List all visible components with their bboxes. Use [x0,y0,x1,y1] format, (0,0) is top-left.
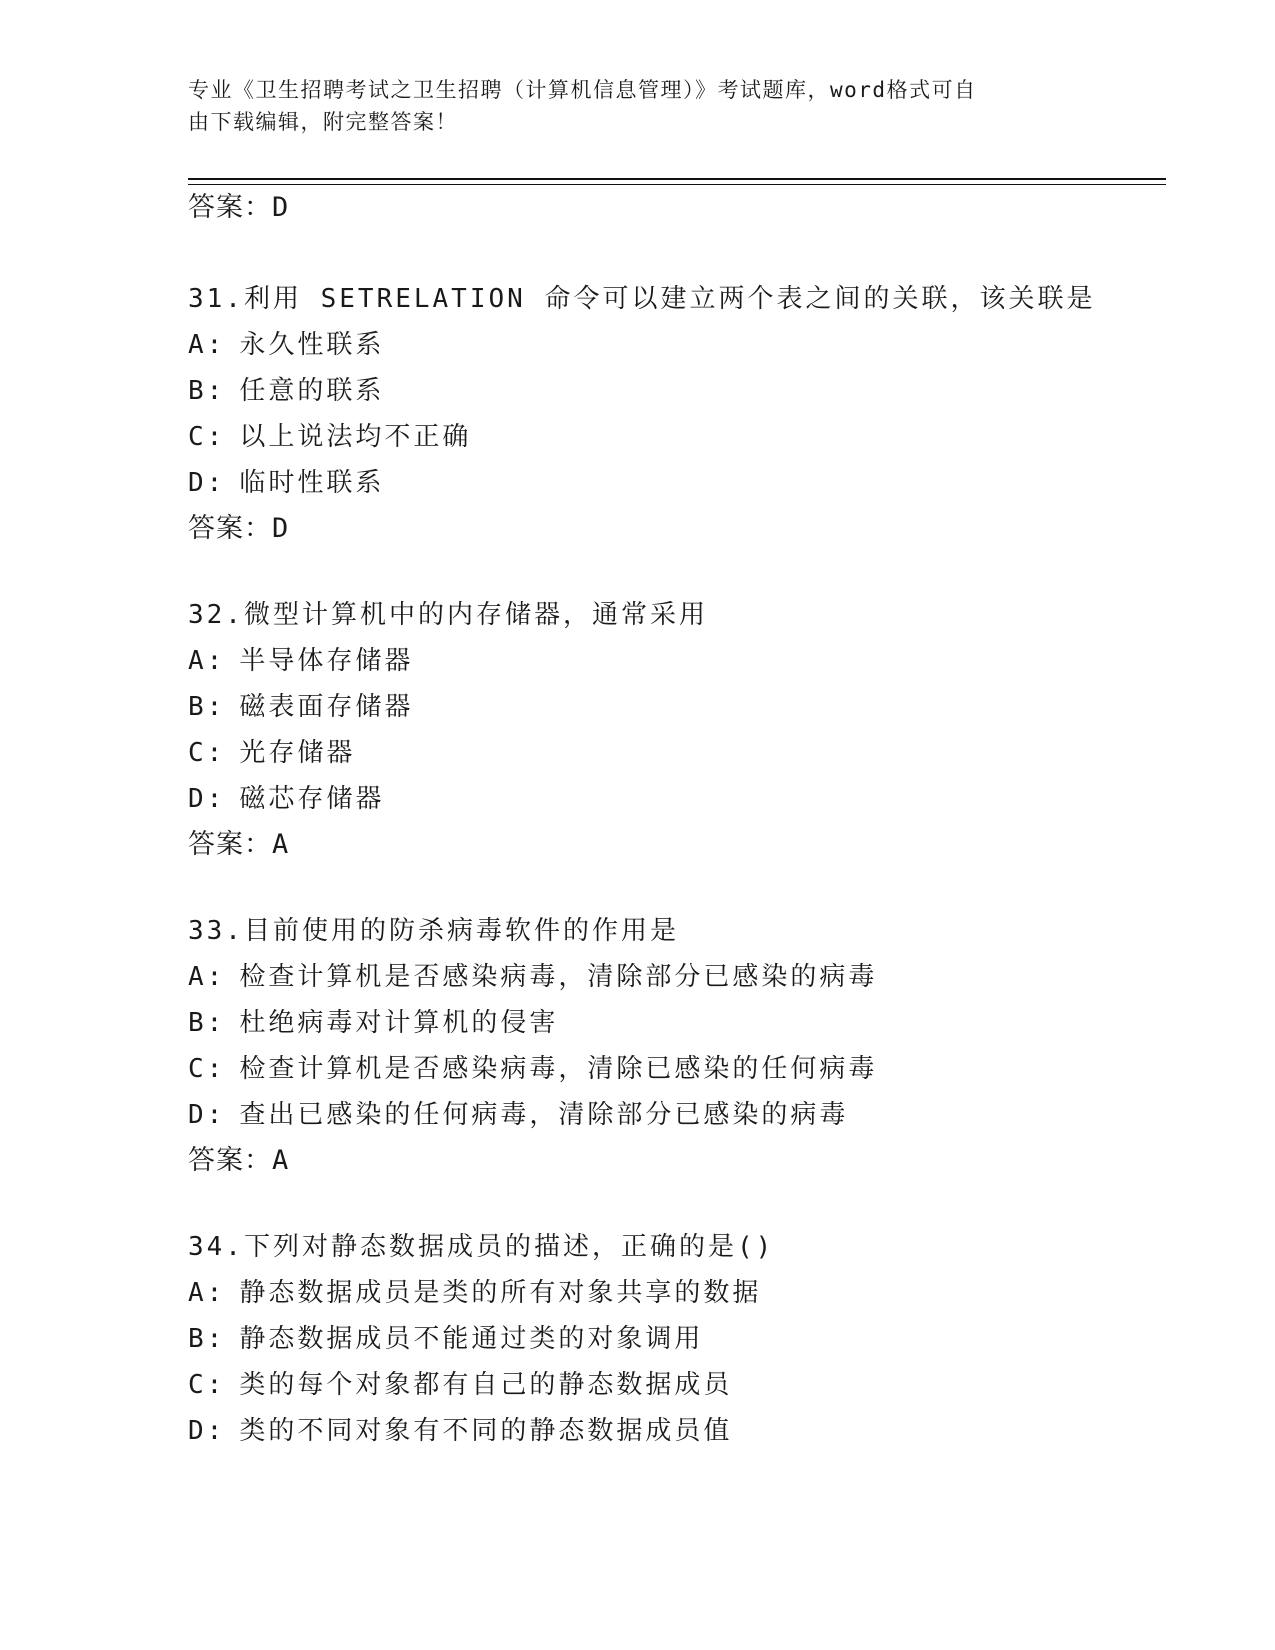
option-a [188,954,1168,1000]
question-34 [188,1224,1168,1454]
question-stem: 34.下列对静态数据成员的描述，正确的是() [188,1232,775,1262]
answer-value: A [272,1145,290,1176]
option-key: A: [188,962,226,992]
question-stem: 31.利用 SETRELATION 命令可以建立两个表之间的关联，该关联是 [188,284,1096,314]
option-text: 临时性联系 [239,468,385,498]
answer-value: D [272,192,290,223]
option-text: 半导体存储器 [239,646,414,676]
question-33 [188,908,1168,1184]
option-b [188,1000,1168,1046]
header-line-1: 专业《卫生招聘考试之卫生招聘（计算机信息管理）》考试题库，word格式可自 [188,78,977,102]
option-key: B: [188,376,226,406]
answer-label: 答案： [188,513,272,544]
question-31 [188,276,1168,552]
option-key: A: [188,330,226,360]
option-c [188,1362,1168,1408]
question-stem: 32.微型计算机中的内存储器，通常采用 [188,600,708,630]
question-answer [188,506,1168,552]
option-key: B: [188,1008,226,1038]
option-b [188,368,1168,414]
option-key: A: [188,1278,226,1308]
option-d [188,460,1168,506]
option-text: 查出已感染的任何病毒，清除部分已感染的病毒 [239,1100,849,1130]
question-answer [188,822,1168,868]
header-divider-thin [188,184,1166,185]
option-key: D: [188,1100,226,1130]
option-a [188,322,1168,368]
option-key: B: [188,692,226,722]
option-key: A: [188,646,226,676]
option-text: 检查计算机是否感染病毒，清除已感染的任何病毒 [239,1054,878,1084]
option-key: C: [188,1054,226,1084]
option-c [188,414,1168,460]
document-header [188,74,1088,138]
option-text: 检查计算机是否感染病毒，清除部分已感染的病毒 [239,962,878,992]
option-text: 静态数据成员是类的所有对象共享的数据 [239,1278,762,1308]
question-answer [188,1138,1168,1184]
option-key: B: [188,1324,226,1354]
option-key: D: [188,784,226,814]
option-d [188,1092,1168,1138]
header-divider-thick [188,178,1166,180]
option-b [188,1316,1168,1362]
option-text: 类的不同对象有不同的静态数据成员值 [239,1416,733,1446]
option-c [188,1046,1168,1092]
option-text: 静态数据成员不能通过类的对象调用 [239,1324,704,1354]
header-line-2: 由下载编辑，附完整答案！ [188,110,458,134]
option-text: 永久性联系 [239,330,385,360]
answer-value: D [272,513,290,544]
option-b [188,684,1168,730]
option-text: 磁表面存储器 [239,692,414,722]
option-text: 光存储器 [239,738,356,768]
option-d [188,776,1168,822]
answer-label: 答案： [188,1145,272,1176]
option-d [188,1408,1168,1454]
option-text: 类的每个对象都有自己的静态数据成员 [239,1370,733,1400]
option-key: D: [188,1416,226,1446]
previous-answer [188,190,289,226]
option-text: 杜绝病毒对计算机的侵害 [239,1008,559,1038]
option-key: C: [188,422,226,452]
question-32 [188,592,1168,868]
answer-label: 答案： [188,829,272,860]
option-text: 以上说法均不正确 [239,422,472,452]
option-text: 任意的联系 [239,376,385,406]
option-c [188,730,1168,776]
answer-label: 答案： [188,192,272,223]
option-key: C: [188,738,226,768]
option-key: C: [188,1370,226,1400]
option-text: 磁芯存储器 [239,784,385,814]
option-a [188,1270,1168,1316]
option-key: D: [188,468,226,498]
option-a [188,638,1168,684]
question-stem: 33.目前使用的防杀病毒软件的作用是 [188,916,679,946]
answer-value: A [272,829,290,860]
